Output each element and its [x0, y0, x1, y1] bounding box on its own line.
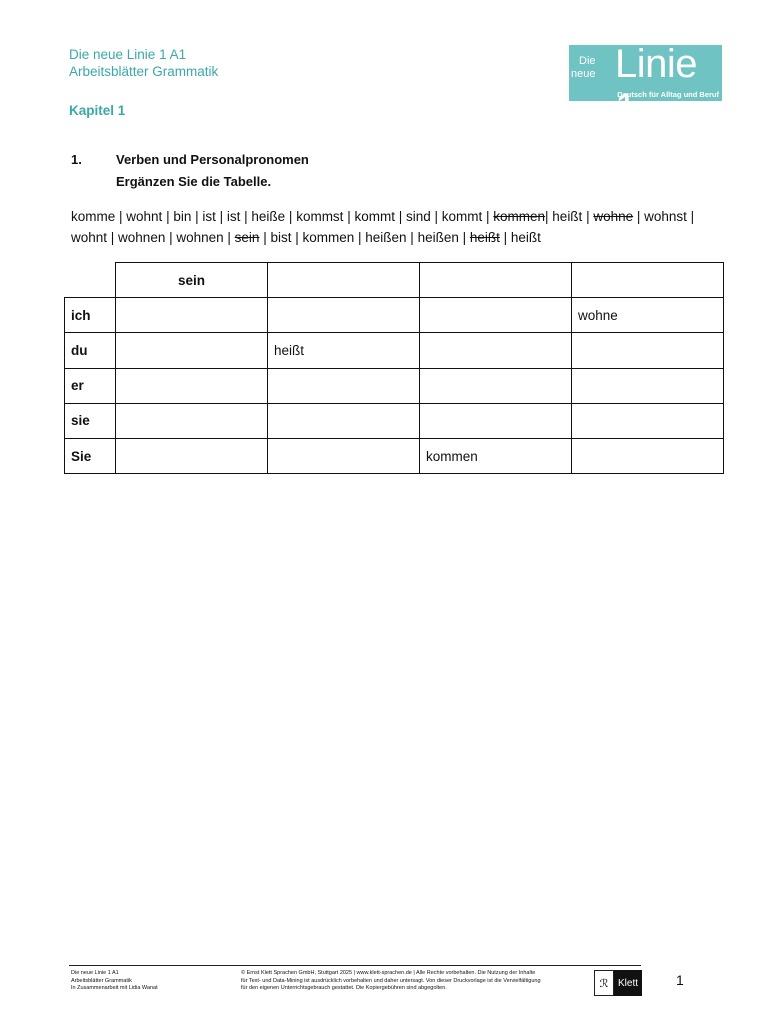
- word: bist: [270, 230, 292, 245]
- header-worksheet-title: Arbeitsblätter Grammatik: [69, 64, 219, 79]
- corner-cell: [65, 263, 116, 298]
- word: wohnen: [118, 230, 166, 245]
- word: kommt: [354, 209, 395, 224]
- answer-cell[interactable]: [572, 368, 724, 403]
- answer-cell[interactable]: [116, 333, 268, 368]
- answer-cell[interactable]: [116, 438, 268, 473]
- document-header: [69, 46, 218, 80]
- klett-mark-icon: ℛ: [594, 970, 614, 996]
- word: heißt: [552, 209, 583, 224]
- footer-divider: [69, 965, 641, 966]
- logo-die: Die: [579, 55, 596, 67]
- task-instruction: Ergänzen Sie die Tabelle.: [116, 174, 272, 189]
- chapter-title: Kapitel 1: [69, 103, 126, 118]
- word-crossed-out: kommen: [493, 209, 546, 224]
- pronoun-label: du: [65, 333, 116, 368]
- word: ist: [202, 209, 216, 224]
- answer-cell[interactable]: wohne: [572, 298, 724, 333]
- answer-cell[interactable]: [420, 333, 572, 368]
- header-series-title: Die neue Linie 1 A1: [69, 47, 187, 62]
- word: ist: [226, 209, 241, 224]
- word: wohnen: [176, 230, 224, 245]
- table-row: [65, 403, 724, 438]
- pronoun-label: Sie: [65, 438, 116, 473]
- word: komme: [71, 209, 116, 224]
- word-crossed-out: wohne: [593, 209, 634, 224]
- word: wohnt: [71, 230, 108, 245]
- footer-worksheet: Arbeitsblätter Grammatik: [71, 977, 132, 984]
- answer-cell[interactable]: [268, 298, 420, 333]
- answer-cell[interactable]: [420, 298, 572, 333]
- word: heißt: [510, 230, 541, 245]
- column-header[interactable]: [268, 263, 420, 298]
- column-header[interactable]: [420, 263, 572, 298]
- answer-cell[interactable]: [268, 403, 420, 438]
- word: heiße: [251, 209, 286, 224]
- answer-cell[interactable]: [116, 403, 268, 438]
- answer-cell[interactable]: kommen: [420, 438, 572, 473]
- klett-wordmark: Klett: [614, 970, 642, 996]
- word: bin: [173, 209, 192, 224]
- word: wohnt: [126, 209, 163, 224]
- word: kommen: [302, 230, 355, 245]
- answer-cell[interactable]: [572, 333, 724, 368]
- logo-neue: neue: [571, 68, 596, 80]
- answer-cell[interactable]: heißt: [268, 333, 420, 368]
- copyright-line: für Text- und Data-Mining ist ausdrücklich vorbehalten und daher untersagt. Von dieser Druckvorlage ist die Vervielfältigung: [241, 977, 541, 984]
- answer-cell[interactable]: [420, 403, 572, 438]
- answer-cell[interactable]: [268, 368, 420, 403]
- table-row: [65, 298, 724, 333]
- word-crossed-out: heißt: [469, 230, 500, 245]
- pronoun-label: sie: [65, 403, 116, 438]
- word: heißen: [417, 230, 459, 245]
- pronoun-label: er: [65, 368, 116, 403]
- table-row: [65, 438, 724, 473]
- table-row: [65, 368, 724, 403]
- klett-logo: [594, 970, 642, 996]
- word: kommt: [441, 209, 483, 224]
- answer-cell[interactable]: [572, 403, 724, 438]
- word-crossed-out: sein: [234, 230, 260, 245]
- column-header[interactable]: [572, 263, 724, 298]
- footer-copyright: [241, 970, 581, 993]
- answer-cell[interactable]: [420, 368, 572, 403]
- word: wohnst: [644, 209, 687, 224]
- table-row: [65, 333, 724, 368]
- task-title: Verben und Personalpronomen: [116, 152, 309, 167]
- answer-cell[interactable]: [572, 438, 724, 473]
- logo-linie1: Linie 1: [615, 42, 698, 130]
- copyright-line: © Ernst Klett Sprachen GmbH, Stuttgart 2025 | www.klett-sprachen.de | Alle Rechte vorbehalten. Die Nutzung der Inhalte: [241, 970, 536, 976]
- word: kommst: [296, 209, 344, 224]
- copyright-line: für den eigenen Unterrichtsgebrauch gestattet. Die Kopiergebühren sind abgegolten.: [241, 985, 447, 991]
- logo-subtitle: Deutsch für Alltag und Beruf: [617, 90, 719, 99]
- footer-author: In Zusammenarbeit mit Lidia Wanat: [71, 985, 158, 991]
- footer-credits: [71, 970, 231, 993]
- word-bank: komme | wohnt | bin | ist | ist | heiße | kommst | kommt | sind | kommt | kommen| heißt | wohne | wohnst | wohnt | wohnen | wohnen | sein | bist | kommen | heißen | heißen | heißt | heißt: [71, 209, 695, 245]
- pronoun-label: ich: [65, 298, 116, 333]
- answer-cell[interactable]: [116, 298, 268, 333]
- answer-cell[interactable]: [116, 368, 268, 403]
- word: heißen: [365, 230, 407, 245]
- task-number: 1.: [71, 152, 82, 167]
- table-header-row: [65, 263, 724, 298]
- conjugation-table: [64, 262, 724, 474]
- footer-series: Die neue Linie 1 A1: [71, 970, 119, 976]
- page-number: 1: [676, 972, 684, 988]
- column-header[interactable]: sein: [116, 263, 268, 298]
- linie1-logo: [569, 42, 722, 130]
- answer-cell[interactable]: [268, 438, 420, 473]
- word: sind: [405, 209, 431, 224]
